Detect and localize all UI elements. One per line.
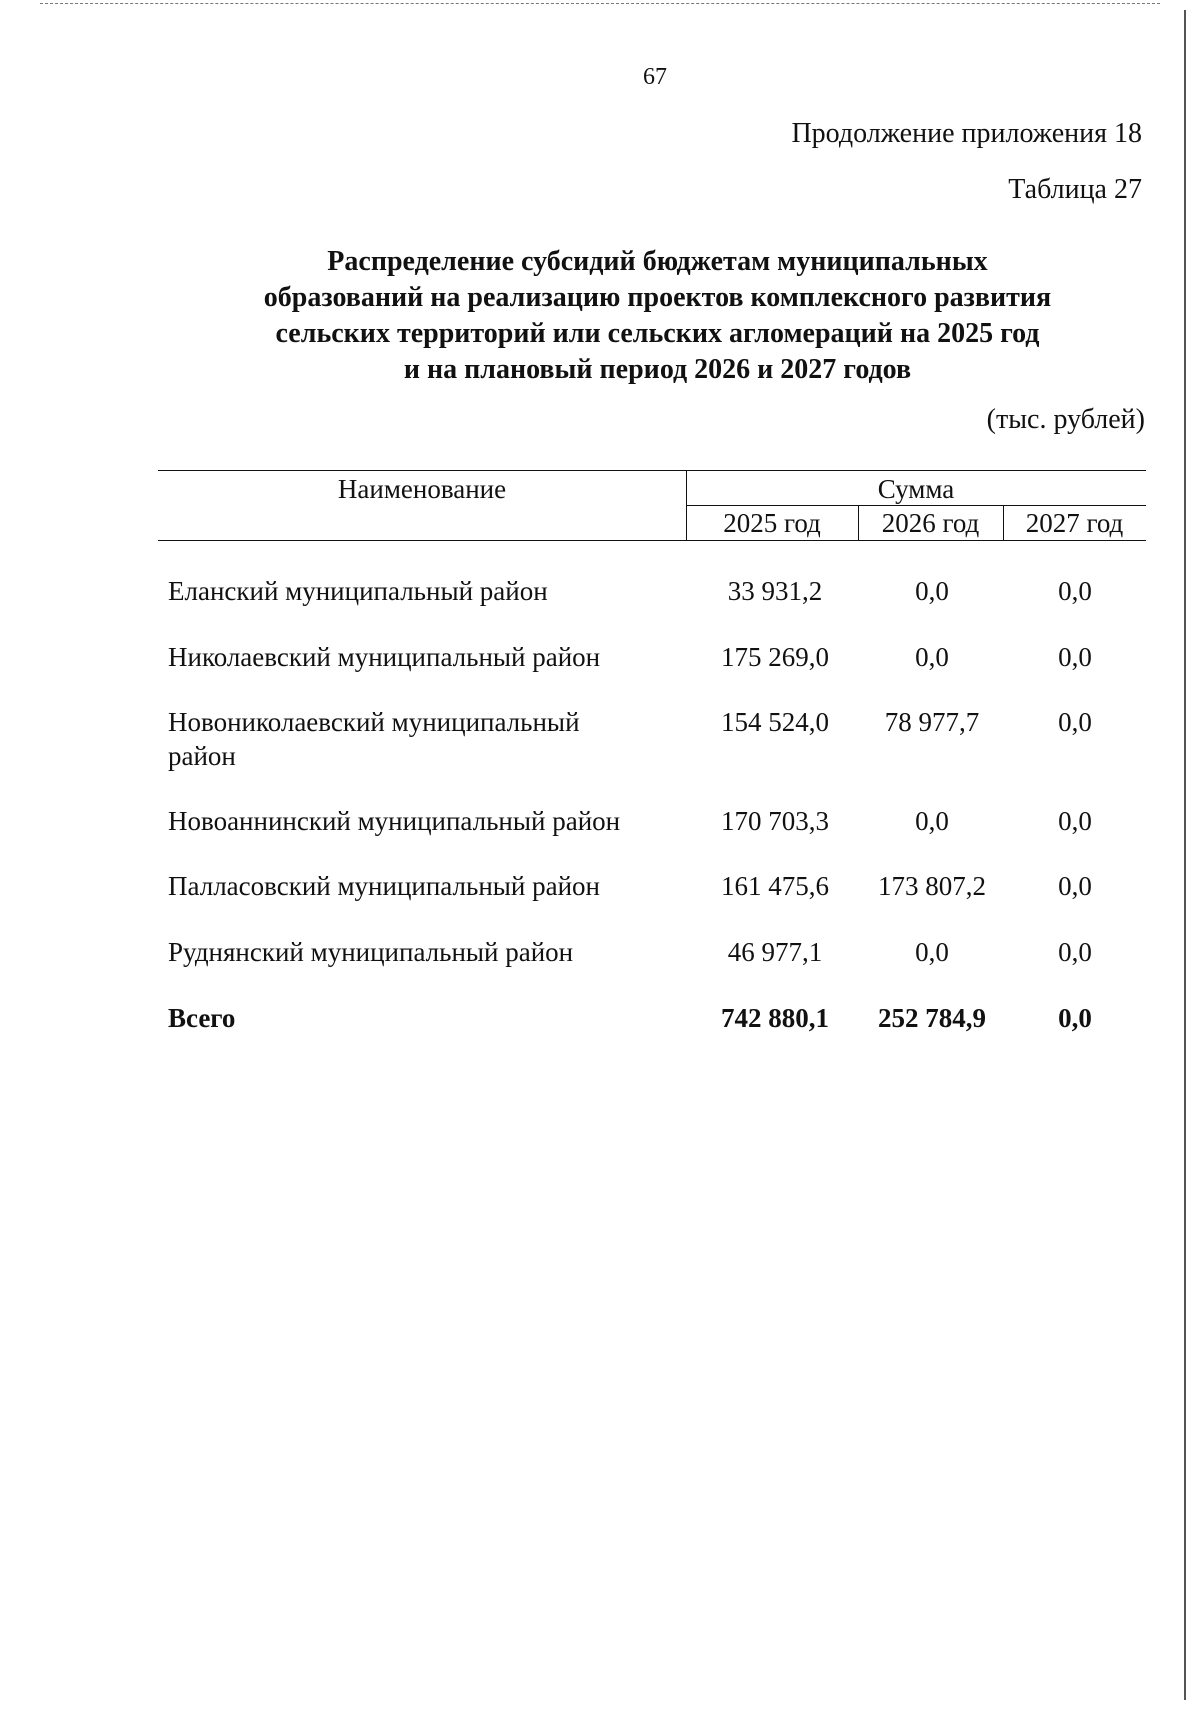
row-value-2026: 0,0: [915, 937, 949, 967]
total-value-2026: 252 784,9: [878, 1003, 986, 1033]
row-value-2026: 173 807,2: [878, 871, 986, 901]
row-name: Руднянский муниципальный район: [168, 937, 574, 967]
sum-column-header: Сумма: [877, 474, 955, 504]
row-name: Еланский муниципальный район: [168, 576, 548, 606]
page-edge-right: [1184, 10, 1186, 1700]
title-line: и на плановый период 2026 и 2027 годов: [403, 354, 912, 385]
title-line: сельских территорий или сельских агломераций на 2025 год: [275, 318, 1040, 349]
row-value-2026: 78 977,7: [884, 707, 980, 737]
row-value-2026: 0,0: [915, 806, 949, 836]
row-value-2027: 0,0: [1058, 642, 1092, 672]
row-value-2025: 170 703,3: [721, 806, 829, 836]
name-column-header: Наименование: [337, 474, 507, 504]
row-value-2027: 0,0: [1058, 806, 1092, 836]
row-value-2025: 175 269,0: [721, 642, 829, 672]
title-line: образований на реализацию проектов комплексного развития: [263, 282, 1052, 313]
sum-header-rule: [686, 505, 1146, 506]
title-line: Распределение субсидий бюджетам муниципальных: [327, 246, 988, 277]
row-value-2025: 161 475,6: [721, 871, 829, 901]
table-top-rule: [158, 470, 1146, 471]
row-name-continuation: район: [168, 741, 236, 771]
table-header-bottom-rule: [158, 540, 1146, 541]
appendix-label: Продолжение приложения 18: [791, 118, 1142, 149]
row-value-2027: 0,0: [1058, 707, 1092, 737]
page-number: 67: [643, 64, 667, 90]
row-value-2025: 154 524,0: [721, 707, 829, 737]
year-header-2027: 2027 год: [1025, 508, 1124, 538]
year-header-2026: 2026 год: [881, 508, 980, 538]
table-number: Таблица 27: [1008, 174, 1142, 205]
page-edge-top: [40, 3, 1160, 4]
year-header-2025: 2025 год: [723, 508, 821, 538]
row-value-2027: 0,0: [1058, 576, 1092, 606]
total-label: Всего: [168, 1003, 236, 1033]
row-value-2027: 0,0: [1058, 937, 1092, 967]
total-value-2025: 742 880,1: [721, 1003, 829, 1033]
row-name: Палласовский муниципальный район: [168, 871, 600, 901]
row-name: Новоаннинский муниципальный район: [168, 806, 621, 836]
row-value-2025: 33 931,2: [727, 576, 823, 606]
row-value-2026: 0,0: [915, 642, 949, 672]
document-title: [220, 244, 1095, 388]
row-value-2027: 0,0: [1058, 871, 1092, 901]
units-label: (тыс. рублей): [986, 404, 1145, 435]
row-value-2026: 0,0: [915, 576, 949, 606]
row-value-2025: 46 977,1: [727, 937, 823, 967]
total-value-2027: 0,0: [1058, 1003, 1092, 1033]
row-name: Новониколаевский муниципальный: [168, 707, 580, 737]
row-name: Николаевский муниципальный район: [168, 642, 601, 672]
